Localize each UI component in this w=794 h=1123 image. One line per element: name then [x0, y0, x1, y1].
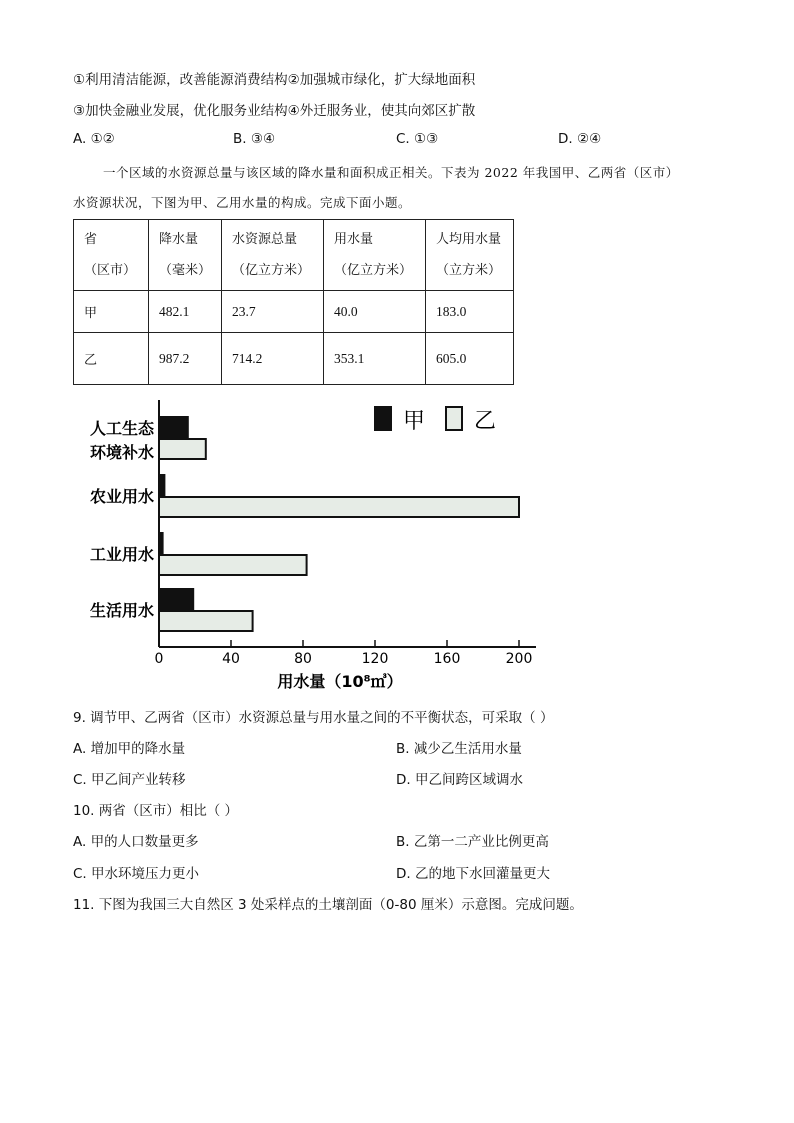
- bar-yi: [159, 497, 519, 517]
- header-water-total-line1: 水资源总量: [232, 232, 298, 247]
- category-label: 人工生态: [89, 419, 154, 438]
- x-axis-label: 用水量（10⁸㎥）: [277, 672, 403, 691]
- table-row: [74, 333, 514, 385]
- cell-per-capita: 183.0: [426, 291, 514, 333]
- header-per-capita-line2: （立方米）: [436, 263, 502, 278]
- header-precipitation: [149, 220, 222, 291]
- intro-line-1: 一个区域的水资源总量与该区域的降水量和面积成正相关。下表为 2022 年我国甲、乙两省（区市）: [103, 165, 679, 180]
- bar-yi: [159, 439, 206, 459]
- q10-stem: 10. 两省（区市）相比（ ）: [73, 803, 239, 819]
- q11-stem: 11. 下图为我国三大自然区 3 处采样点的土壤剖面（0-80 厘米）示意图。完成问题。: [73, 897, 583, 913]
- header-per-capita: [426, 220, 514, 291]
- bar-yi: [159, 611, 253, 631]
- q9-option-a: A. 增加甲的降水量: [73, 741, 186, 757]
- q9-option-b: B. 减少乙生活用水量: [396, 741, 522, 757]
- x-tick-label: 120: [361, 651, 389, 667]
- bar-yi: [159, 555, 307, 575]
- q9-option-d: D. 甲乙间跨区域调水: [396, 772, 523, 788]
- x-tick-label: 200: [505, 651, 533, 667]
- header-precipitation-line1: 降水量: [159, 232, 199, 247]
- option-line-1: ①利用清洁能源，改善能源消费结构②加强城市绿化，扩大绿地面积: [73, 72, 476, 88]
- option-line-2: ③加快金融业发展，优化服务业结构④外迁服务业，使其向郊区扩散: [73, 103, 476, 119]
- header-water-use-line1: 用水量: [334, 232, 374, 247]
- legend-label: 甲: [403, 409, 426, 434]
- cell-per-capita: 605.0: [426, 333, 514, 385]
- x-tick-label: 40: [222, 651, 240, 667]
- cell-water-use: 353.1: [324, 333, 426, 385]
- cell-water-total: 23.7: [222, 291, 324, 333]
- header-province-line2: （区市）: [84, 263, 137, 278]
- q10-option-b: B. 乙第一二产业比例更高: [396, 834, 549, 850]
- x-tick-label: 160: [433, 651, 461, 667]
- q10-option-d: D. 乙的地下水回灌量更大: [396, 866, 550, 882]
- legend-label: 乙: [474, 409, 497, 434]
- q8-option-c: C. ①③: [396, 131, 439, 147]
- bars: [159, 417, 519, 631]
- cell-water-use: 40.0: [324, 291, 426, 333]
- category-label: 环境补水: [89, 443, 154, 462]
- water-use-bar-chart: [70, 395, 550, 695]
- q8-option-b: B. ③④: [233, 131, 276, 147]
- cell-province: 甲: [74, 291, 149, 333]
- header-per-capita-line1: 人均用水量: [436, 232, 502, 247]
- q8-option-d: D. ②④: [558, 131, 602, 147]
- header-water-total-line2: （亿立方米）: [232, 263, 311, 278]
- header-province: [74, 220, 149, 291]
- cell-province: 乙: [74, 333, 149, 385]
- bar-jia: [159, 417, 188, 437]
- cell-water-total: 714.2: [222, 333, 324, 385]
- legend-swatch: [375, 407, 391, 430]
- cell-precipitation: 987.2: [149, 333, 222, 385]
- table-row: [74, 291, 514, 333]
- q8-option-a: A. ①②: [73, 131, 115, 147]
- header-precipitation-line2: （毫米）: [159, 263, 212, 278]
- legend: [375, 407, 496, 434]
- intro-line-2: 水资源状况，下图为甲、乙用水量的构成。完成下面小题。: [73, 195, 412, 210]
- q10-option-c: C. 甲水环境压力更小: [73, 866, 200, 882]
- header-province-line1: 省: [84, 232, 98, 247]
- x-tick-label: 0: [154, 651, 164, 667]
- header-water-use: [324, 220, 426, 291]
- q9-stem: 9. 调节甲、乙两省（区市）水资源总量与用水量之间的不平衡状态，可采取（ ）: [73, 710, 554, 726]
- bar-jia: [159, 589, 193, 609]
- category-label: 生活用水: [89, 601, 154, 620]
- cell-precipitation: 482.1: [149, 291, 222, 333]
- water-resource-table: [73, 219, 514, 385]
- q10-option-a: A. 甲的人口数量更多: [73, 834, 199, 850]
- legend-swatch: [446, 407, 462, 430]
- q9-option-c: C. 甲乙间产业转移: [73, 772, 186, 788]
- header-water-total: [222, 220, 324, 291]
- category-label: 农业用水: [89, 487, 154, 506]
- category-labels: [90, 419, 155, 620]
- header-water-use-line2: （亿立方米）: [334, 263, 413, 278]
- category-label: 工业用水: [89, 545, 154, 564]
- x-tick-label: 80: [294, 651, 312, 667]
